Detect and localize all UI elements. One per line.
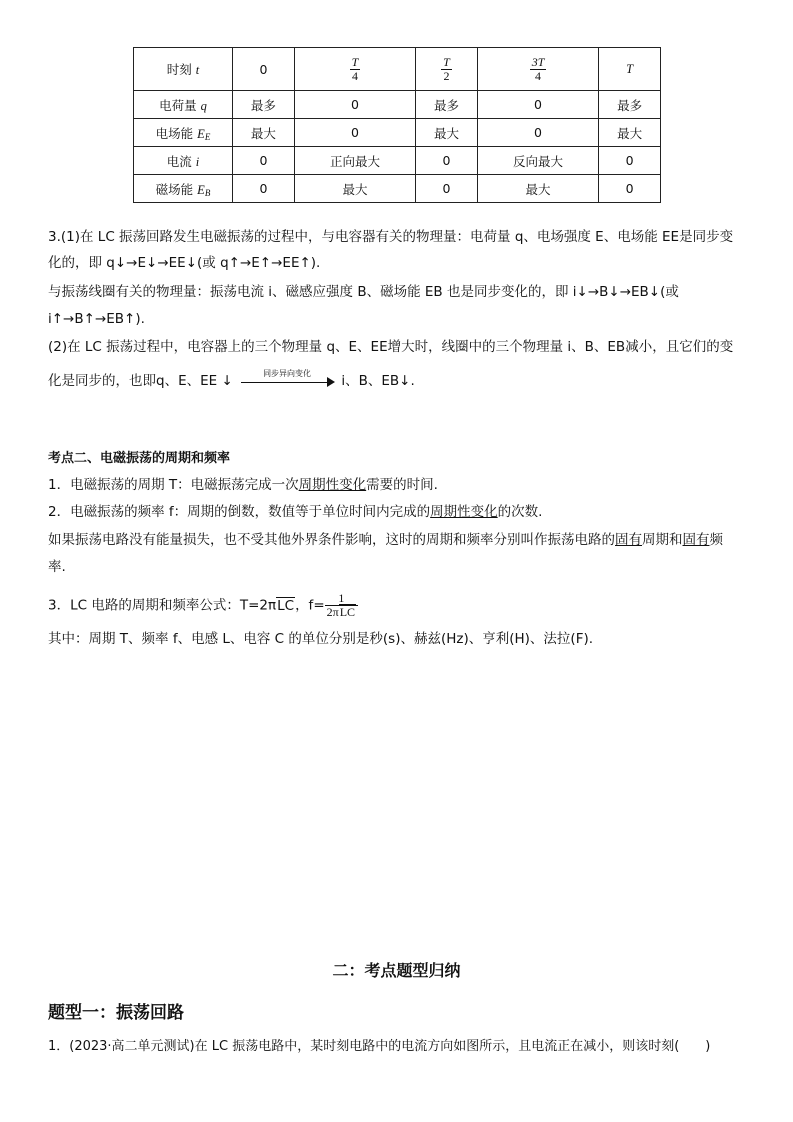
row-label: 电场能 $E_E$	[134, 119, 233, 147]
table-cell: 0	[416, 147, 478, 175]
table-cell: 0	[477, 91, 598, 119]
table-header-cell: 0	[233, 48, 295, 91]
table-cell: 0	[294, 119, 415, 147]
row-label: 电荷量 q	[134, 91, 233, 119]
table-header-label: 时刻 t	[134, 48, 233, 91]
question-1: 1．(2023·高二单元测试)在 LC 振荡电路中，某时刻电路中的电流方向如图所示，且电流正在减小，则该时刻( )	[48, 1039, 711, 1054]
table-header-cell: $\frac{3T}{4}$	[477, 48, 598, 91]
table-cell: 0	[416, 175, 478, 203]
table-header-cell: $\frac{T}{2}$	[416, 48, 478, 91]
table-cell: 最多	[599, 91, 661, 119]
row-label: 电流 i	[134, 147, 233, 175]
lc-oscillation-table	[133, 47, 661, 203]
p3-line4: i↑→B↑→EB↑).	[48, 311, 145, 327]
table-cell: 最多	[233, 91, 295, 119]
frequency-definition: 2．电磁振荡的频率 f：周期的倒数，数值等于单位时间内完成的周期性变化的次数.	[48, 504, 543, 520]
question-type-heading: 题型一：振荡回路	[48, 1003, 184, 1023]
table-header-cell: $\frac{T}{4}$	[294, 48, 415, 91]
natural-period-text: 如果振荡电路没有能量损失，也不受其他外界条件影响，这时的周期和频率分别叫作振荡电路的固有周期和固有频	[48, 532, 723, 548]
sync-arrow: 同步异向变化	[237, 373, 337, 391]
p3-line1: 3.(1)在 LC 振荡回路发生电磁振荡的过程中，与电容器有关的物理量：电荷量 q、电场强度 E、电场能 EE是同步变	[48, 229, 734, 245]
table-header-row	[134, 48, 661, 91]
table-cell: 0	[599, 147, 661, 175]
table-cell: 最多	[416, 91, 478, 119]
p3-line3: 与振荡线圈有关的物理量：振荡电流 i、磁感应强度 B、磁场能 EB 也是同步变化的，即 i↓→B↓→EB↓(或	[48, 284, 679, 300]
table-cell: 最大	[233, 119, 295, 147]
p3-line6: 化是同步的，也即q、E、EE ↓ 同步异向变化 i、B、EB↓.	[48, 369, 415, 389]
p3-line2: 化的，即 q↓→E↓→EE↓(或 q↑→E↑→EE↑).	[48, 255, 321, 271]
section-heading: 二：考点题型归纳	[332, 961, 461, 980]
section-2-title: 考点二、电磁振荡的周期和频率	[48, 451, 231, 466]
row-label: 磁场能 $E_B$	[134, 175, 233, 203]
table-cell: 0	[477, 119, 598, 147]
table-cell: 最大	[294, 175, 415, 203]
table-cell: 最大	[416, 119, 478, 147]
table-row	[134, 91, 661, 119]
table-row	[134, 147, 661, 175]
table-row	[134, 175, 661, 203]
table-cell: 0	[233, 175, 295, 203]
table-cell: 反向最大	[477, 147, 598, 175]
table-cell: 最大	[599, 119, 661, 147]
table-cell: 0	[233, 147, 295, 175]
p3-line5: (2)在 LC 振荡过程中，电容器上的三个物理量 q、E、EE增大时，线圈中的三个物理量 i、B、EB减小，且它们的变	[48, 339, 734, 355]
table-cell: 最大	[477, 175, 598, 203]
table-cell: 0	[294, 91, 415, 119]
table-header-cell: T	[599, 48, 661, 91]
units-text: 其中：周期 T、频率 f、电感 L、电容 C 的单位分别是秒(s)、赫兹(Hz)、亨利(H)、法拉(F).	[48, 631, 594, 647]
table-row	[134, 119, 661, 147]
table-cell: 正向最大	[294, 147, 415, 175]
lc-formula: 3．LC 电路的周期和频率公式：T=2πLC，f= $\frac{1}{\text{2πLC}}$	[48, 592, 748, 619]
period-definition: 1．电磁振荡的周期 T：电磁振荡完成一次周期性变化需要的时间.	[48, 477, 438, 493]
natural-period-text-cont: 率.	[48, 559, 66, 575]
table-cell: 0	[599, 175, 661, 203]
